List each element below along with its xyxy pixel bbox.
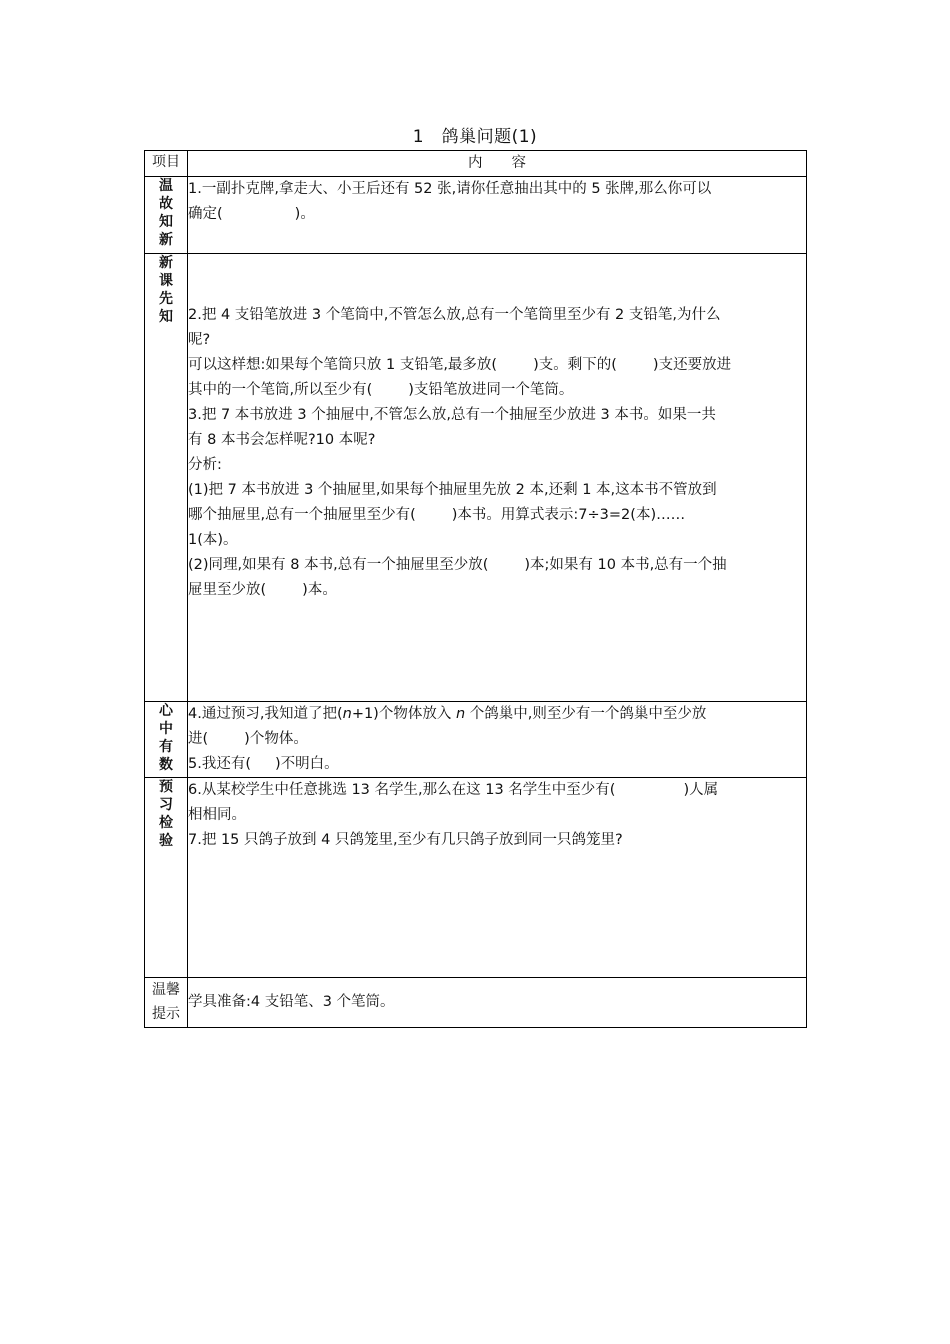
question-5-text-a: 5.我还有( (188, 756, 251, 772)
tip-label-cell (145, 978, 188, 1028)
question-1-line-2 (188, 202, 806, 227)
review-label-cell (145, 177, 188, 254)
question-5-line (188, 752, 806, 777)
question-1-line-1: 1.一副扑克牌,拿走大、小王后还有 52 张,请你任意抽出其中的 5 张牌,那么你可以 (188, 181, 712, 197)
question-2-line-2: 呢? (188, 332, 211, 348)
header-content-cell (188, 151, 807, 177)
analysis-2-line-2 (188, 578, 806, 603)
question-1-text-b: )。 (294, 206, 315, 222)
question-7-line: 7.把 15 只鸽子放到 4 只鸽笼里,至少有几只鸽子放到同一只鸽笼里? (188, 832, 623, 848)
header-item-cell (145, 151, 188, 177)
question-6-text-b: )人属 (683, 782, 719, 798)
question-5-text-b: )不明白。 (275, 756, 339, 772)
check-content (188, 778, 807, 978)
analysis-2-text-d: )本。 (302, 582, 337, 598)
review-label: 温故知新 (159, 178, 173, 248)
heart-label-cell (145, 702, 188, 778)
tip-content (188, 978, 807, 1028)
heart-row (145, 702, 807, 778)
analysis-2-line-1 (188, 553, 806, 578)
worksheet-table (144, 150, 807, 1028)
question-3-line-1: 3.把 7 本书放进 3 个抽屉中,不管怎么放,总有一个抽屉至少放进 3 本书。如果一共 (188, 407, 716, 423)
analysis-1-text-a: 哪个抽屉里,总有一个抽屉里至少有( (188, 507, 416, 523)
page-title: 1 鸽巢问题(1) (412, 127, 538, 147)
question-4-line-2 (188, 727, 806, 752)
question-4-text-c: 个鸽巢中,则至少有一个鸽巢中至少放 (465, 706, 707, 722)
check-row (145, 778, 807, 978)
header-item-label: 项目 (152, 154, 180, 170)
hint-text-b: )支。剩下的( (533, 357, 617, 373)
hint-text-c: )支还要放进 (652, 357, 732, 373)
tip-text: 学具准备:4 支铅笔、3 个笔筒。 (188, 994, 395, 1010)
new-lesson-label-cell (145, 254, 188, 702)
question-6-line-1 (188, 778, 806, 803)
analysis-2-text-c: 屉里至少放( (188, 582, 267, 598)
analysis-1-line-3: 1(本)。 (188, 532, 238, 548)
variable-n-1: n (342, 706, 352, 722)
analysis-1-line-2 (188, 503, 806, 528)
question-6-line-2: 相相同。 (188, 807, 246, 823)
question-4-line-1 (188, 702, 806, 727)
question-2-line-1: 2.把 4 支铅笔放进 3 个笔筒中,不管怎么放,总有一个笔筒里至少有 2 支铅笔,为什么 (188, 307, 721, 323)
check-label-cell (145, 778, 188, 978)
header-row (145, 151, 807, 177)
question-4-text-d: 进( (188, 731, 209, 747)
question-4-text-b: +1)个物体放入 (351, 706, 456, 722)
question-2-hint-line-1 (188, 353, 806, 378)
question-3-line-2: 有 8 本书会怎样呢?10 本呢? (188, 432, 376, 448)
question-1-text-a: 确定( (188, 206, 223, 222)
heart-label: 心中有数 (159, 703, 173, 773)
analysis-2-text-b: )本;如果有 10 本书,总有一个抽 (524, 557, 727, 573)
new-lesson-label: 新课先知 (159, 255, 173, 325)
question-2-hint-line-2 (188, 378, 806, 403)
review-content (188, 177, 807, 254)
hint-text-a: 可以这样想:如果每个笔筒只放 1 支铅笔,最多放( (188, 357, 498, 373)
hint-text-d: 其中的一个笔筒,所以至少有( (188, 382, 373, 398)
question-6-text-a: 6.从某校学生中任意挑选 13 名学生,那么在这 13 名学生中至少有( (188, 782, 616, 798)
analysis-1-text-b: )本书。用算式表示:7÷3=2(本)…… (451, 507, 686, 523)
tip-row (145, 978, 807, 1028)
check-label: 预习检验 (159, 779, 173, 849)
analysis-1-line-1: (1)把 7 本书放进 3 个抽屉里,如果每个抽屉里先放 2 本,还剩 1 本,这本书不管放到 (188, 482, 717, 498)
tip-label: 温馨提示 (152, 982, 180, 1022)
new-lesson-row (145, 254, 807, 702)
analysis-2-text-a: (2)同理,如果有 8 本书,总有一个抽屉里至少放( (188, 557, 489, 573)
question-4-text-a: 4.通过预习,我知道了把( (188, 706, 343, 722)
question-4-text-e: )个物体。 (244, 731, 308, 747)
header-content-label: 内 容 (468, 155, 526, 171)
analysis-label: 分析: (188, 457, 222, 473)
hint-text-e: )支铅笔放进同一个笔筒。 (408, 382, 574, 398)
variable-n-2: n (455, 706, 466, 722)
new-lesson-content (188, 254, 807, 702)
heart-content (188, 702, 807, 778)
review-row (145, 177, 807, 254)
